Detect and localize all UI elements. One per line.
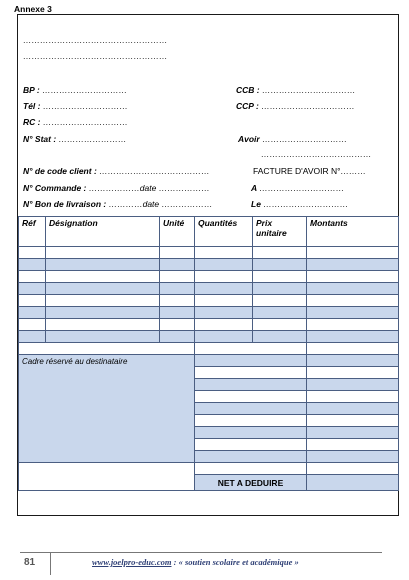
commande-label: N° Commande : — [23, 183, 87, 193]
stat-label: N° Stat : — [23, 134, 57, 144]
header-montants: Montants — [307, 217, 399, 247]
cadre-reserve: Cadre réservé au destinataire — [19, 355, 195, 463]
rc-label: RC : — [23, 117, 41, 127]
ccb-dots: …………………………… — [261, 85, 356, 95]
summary-row — [19, 463, 399, 475]
facture-label: FACTURE D'AVOIR N° — [253, 166, 341, 176]
table-row — [19, 319, 399, 331]
header-prix: Prix unitaire — [253, 217, 307, 247]
table-row — [19, 247, 399, 259]
footer-text — [92, 557, 299, 567]
avoir-field — [238, 134, 347, 144]
table-row — [19, 259, 399, 271]
annexe-label: Annexe 3 — [14, 4, 52, 14]
ccp-field — [236, 101, 355, 111]
header-designation: Désignation — [46, 217, 160, 247]
livraison-date-label: date — [142, 199, 160, 209]
a-label: A — [251, 183, 257, 193]
facture-field — [253, 166, 366, 176]
footer-divider — [20, 552, 382, 553]
commande-date-label: date — [139, 183, 157, 193]
table-row — [19, 331, 399, 343]
stat-field — [23, 134, 127, 144]
header-line-1: …………………………………………… — [23, 35, 168, 45]
tel-field — [23, 101, 128, 111]
footer-tagline: : « soutien scolaire et académique » — [173, 557, 299, 567]
ccb-field — [236, 85, 355, 95]
commande-dots: ……………… — [88, 183, 140, 193]
invoice-table — [18, 216, 399, 491]
bp-label: BP : — [23, 85, 40, 95]
livraison-dots: ………… — [108, 199, 143, 209]
ccp-label: CCP : — [236, 101, 259, 111]
code-client-dots: ………………………………… — [99, 166, 210, 176]
summary-row — [19, 355, 399, 367]
a-dots: ………………………… — [259, 183, 345, 193]
avoir-dots: ………………………… — [262, 134, 348, 144]
header-unite: Unité — [160, 217, 195, 247]
livraison-label: N° Bon de livraison : — [23, 199, 107, 209]
commande-date-dots: ……………… — [158, 183, 210, 193]
header-quantites: Quantités — [195, 217, 253, 247]
invoice-frame — [17, 14, 399, 516]
avoir-cont-dots: ………………………………… — [261, 149, 372, 159]
code-client-field — [23, 166, 210, 176]
stat-dots: …………………… — [58, 134, 127, 144]
ccp-dots: …………………………… — [261, 101, 355, 111]
page-number: 81 — [24, 557, 36, 568]
livraison-field — [23, 199, 213, 209]
summary-row — [19, 343, 399, 355]
footer-separator — [50, 553, 51, 575]
le-label: Le — [251, 199, 261, 209]
le-dots: ………………………… — [263, 199, 349, 209]
bp-dots: ………………………… — [42, 85, 128, 95]
tel-label: Tél : — [23, 101, 41, 111]
table-header-row — [19, 217, 399, 247]
rc-dots: ………………………… — [42, 117, 128, 127]
net-a-deduire: NET A DEDUIRE — [195, 475, 307, 491]
ccb-label: CCB : — [236, 85, 260, 95]
a-field — [251, 183, 344, 193]
livraison-date-dots: ……………… — [161, 199, 213, 209]
table-row — [19, 271, 399, 283]
table-row — [19, 295, 399, 307]
table-row — [19, 283, 399, 295]
header-ref: Réf — [19, 217, 46, 247]
table-row — [19, 307, 399, 319]
avoir-label: Avoir — [238, 134, 260, 144]
rc-field — [23, 117, 128, 127]
tel-dots: ………………………… — [42, 101, 128, 111]
footer-url[interactable]: www.joelpro-educ.com — [92, 557, 172, 567]
facture-dots: ……… — [340, 166, 367, 176]
le-field — [251, 199, 348, 209]
commande-field — [23, 183, 210, 193]
code-client-label: N° de code client : — [23, 166, 97, 176]
header-line-2: …………………………………………… — [23, 51, 168, 61]
bp-field — [23, 85, 127, 95]
